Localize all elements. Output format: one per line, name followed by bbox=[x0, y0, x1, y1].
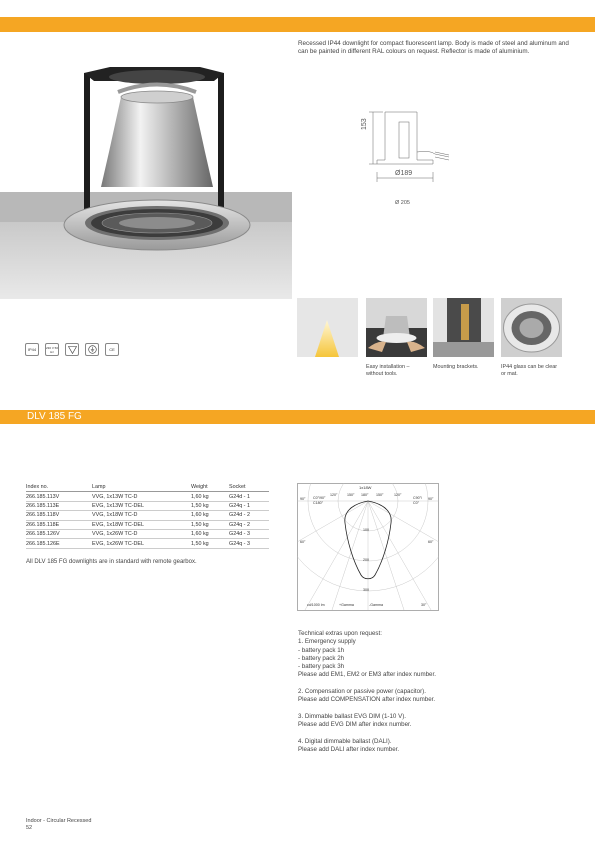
polar-angle-label: 30° bbox=[421, 603, 427, 607]
polar-radius-label: 300 bbox=[363, 588, 369, 592]
cell-lamp: VVG, 1x18W TC-D bbox=[92, 511, 191, 520]
product-description: Recessed IP44 downlight for compact fluorescent lamp. Body is made of steel and aluminum and can be painted in different RAL colours on request. Reflector is made of aluminium. bbox=[298, 40, 569, 55]
cutout-dimension: Ø 205 bbox=[395, 200, 410, 206]
feature-caption: IP44 glass can be clear or mat. bbox=[501, 364, 558, 377]
cell-index: 266.185.126V bbox=[26, 529, 92, 538]
extras-line: - battery pack 3h bbox=[298, 663, 345, 671]
earth-class-icon bbox=[85, 343, 99, 356]
technical-extras bbox=[298, 630, 558, 754]
height-dimension: 153 bbox=[361, 118, 368, 130]
cell-lamp: EVG, 1x26W TC-DEL bbox=[92, 539, 191, 548]
polar-angle-label: 120° bbox=[394, 493, 402, 497]
cell-weight: 1,60 kg bbox=[191, 511, 229, 520]
extras-line: 3. Dimmable ballast EVG DIM (1-10 V). bbox=[298, 712, 406, 720]
cell-lamp: EVG, 1x13W TC-DEL bbox=[92, 501, 191, 510]
cell-lamp: EVG, 1x18W TC-DEL bbox=[92, 520, 191, 529]
glass-thumbnail bbox=[501, 298, 562, 357]
cell-lamp: VVG, 1x26W TC-D bbox=[92, 529, 191, 538]
cell-weight: 1,50 kg bbox=[191, 539, 229, 548]
header-accent-bar bbox=[0, 17, 595, 32]
table-row bbox=[26, 539, 269, 548]
polar-angle-label: 60° bbox=[300, 540, 306, 544]
cell-socket: G24q - 1 bbox=[229, 501, 269, 510]
cell-socket: G24q - 3 bbox=[229, 539, 269, 548]
polar-angle-label: 150° bbox=[347, 493, 355, 497]
table-row bbox=[26, 501, 269, 510]
polar-gamma-label: +Gamma bbox=[339, 603, 354, 607]
polar-diagram bbox=[297, 483, 439, 611]
extras-line: 4. Digital dimmable ballast (DALI). bbox=[298, 737, 392, 745]
certification-icons bbox=[25, 343, 119, 356]
polar-unit-label: cd/1000 lm bbox=[307, 603, 325, 607]
polar-angle-label: 90° bbox=[428, 497, 434, 501]
header-weight: Weight bbox=[191, 483, 229, 492]
extras-line: Please add EM1, EM2 or EM3 after index number. bbox=[298, 671, 436, 679]
ce-mark-icon: CE bbox=[105, 343, 119, 356]
polar-angle-label: 60° bbox=[428, 540, 434, 544]
extras-line: Please add DALI after index number. bbox=[298, 746, 400, 754]
header-socket: Socket bbox=[229, 483, 269, 492]
cell-lamp: VVG, 1x13W TC-D bbox=[92, 492, 191, 501]
polar-c-label: C180° bbox=[313, 501, 324, 505]
table-row bbox=[26, 492, 269, 501]
cell-socket: G24d - 3 bbox=[229, 529, 269, 538]
polar-c-label: C0° bbox=[413, 501, 420, 505]
table-header-row bbox=[26, 483, 269, 492]
ballast-icon: 230 V 50 Hz bbox=[45, 343, 59, 356]
extras-line: 1. Emergency supply bbox=[298, 638, 356, 646]
table-row bbox=[26, 529, 269, 538]
ip44-icon: IP44 bbox=[25, 343, 39, 356]
light-thumbnail bbox=[297, 298, 358, 357]
cell-weight: 1,50 kg bbox=[191, 501, 229, 510]
polar-c-label: C0°/90° bbox=[313, 496, 326, 500]
polar-gamma-label: -Gamma bbox=[369, 603, 383, 607]
cell-index: 266.185.118V bbox=[26, 511, 92, 520]
table-row bbox=[26, 520, 269, 529]
extras-heading: Technical extras upon request: bbox=[298, 630, 382, 637]
page-footer bbox=[26, 818, 91, 832]
ff-mark-icon bbox=[65, 343, 79, 356]
polar-angle-label: 180° bbox=[361, 493, 369, 497]
table-row bbox=[26, 511, 269, 520]
product-photo bbox=[0, 37, 292, 299]
polar-angle-label: 120° bbox=[330, 493, 338, 497]
header-lamp: Lamp bbox=[92, 483, 191, 492]
header-index: Index no. bbox=[26, 483, 92, 492]
cell-socket: G24d - 1 bbox=[229, 492, 269, 501]
cell-index: 266.185.113V bbox=[26, 492, 92, 501]
cell-weight: 1,60 kg bbox=[191, 492, 229, 501]
polar-lamp-label: 1x18W bbox=[359, 485, 372, 490]
extras-line: - battery pack 2h bbox=[298, 654, 345, 662]
spec-table bbox=[26, 483, 269, 549]
feature-caption: Mounting brackets. bbox=[433, 364, 479, 370]
technical-drawing bbox=[355, 100, 450, 210]
polar-c-label: C90°/ bbox=[413, 496, 423, 500]
extras-line: Please add COMPENSATION after index number. bbox=[298, 696, 436, 704]
cell-index: 266.185.113E bbox=[26, 501, 92, 510]
product-title: DLV 185 FG bbox=[27, 411, 82, 422]
feature-caption: Easy installation – without tools. bbox=[366, 364, 410, 377]
width-dimension: Ø189 bbox=[395, 170, 413, 177]
cell-index: 266.185.118E bbox=[26, 520, 92, 529]
page-number: 52 bbox=[26, 825, 33, 831]
polar-angle-label: 150° bbox=[376, 493, 384, 497]
cell-socket: G24d - 2 bbox=[229, 511, 269, 520]
cell-weight: 1,60 kg bbox=[191, 529, 229, 538]
cell-index: 266.185.126E bbox=[26, 539, 92, 548]
title-band bbox=[0, 410, 595, 424]
extras-line: Please add EVG DIM after index number. bbox=[298, 721, 412, 729]
cell-weight: 1,50 kg bbox=[191, 520, 229, 529]
cell-socket: G24q - 2 bbox=[229, 520, 269, 529]
polar-angle-label: 90° bbox=[300, 497, 306, 501]
extras-line: 2. Compensation or passive power (capacitor). bbox=[298, 688, 426, 696]
installation-thumbnail bbox=[366, 298, 427, 357]
gearbox-note: All DLV 185 FG downlights are in standard with remote gearbox. bbox=[26, 559, 197, 565]
polar-radius-label: 100 bbox=[363, 528, 369, 532]
polar-radius-label: 200 bbox=[363, 558, 369, 562]
extras-line: - battery pack 1h bbox=[298, 646, 345, 654]
mounting-bracket-thumbnail bbox=[433, 298, 494, 357]
footer-category: Indoor - Circular Recessed bbox=[26, 818, 92, 824]
